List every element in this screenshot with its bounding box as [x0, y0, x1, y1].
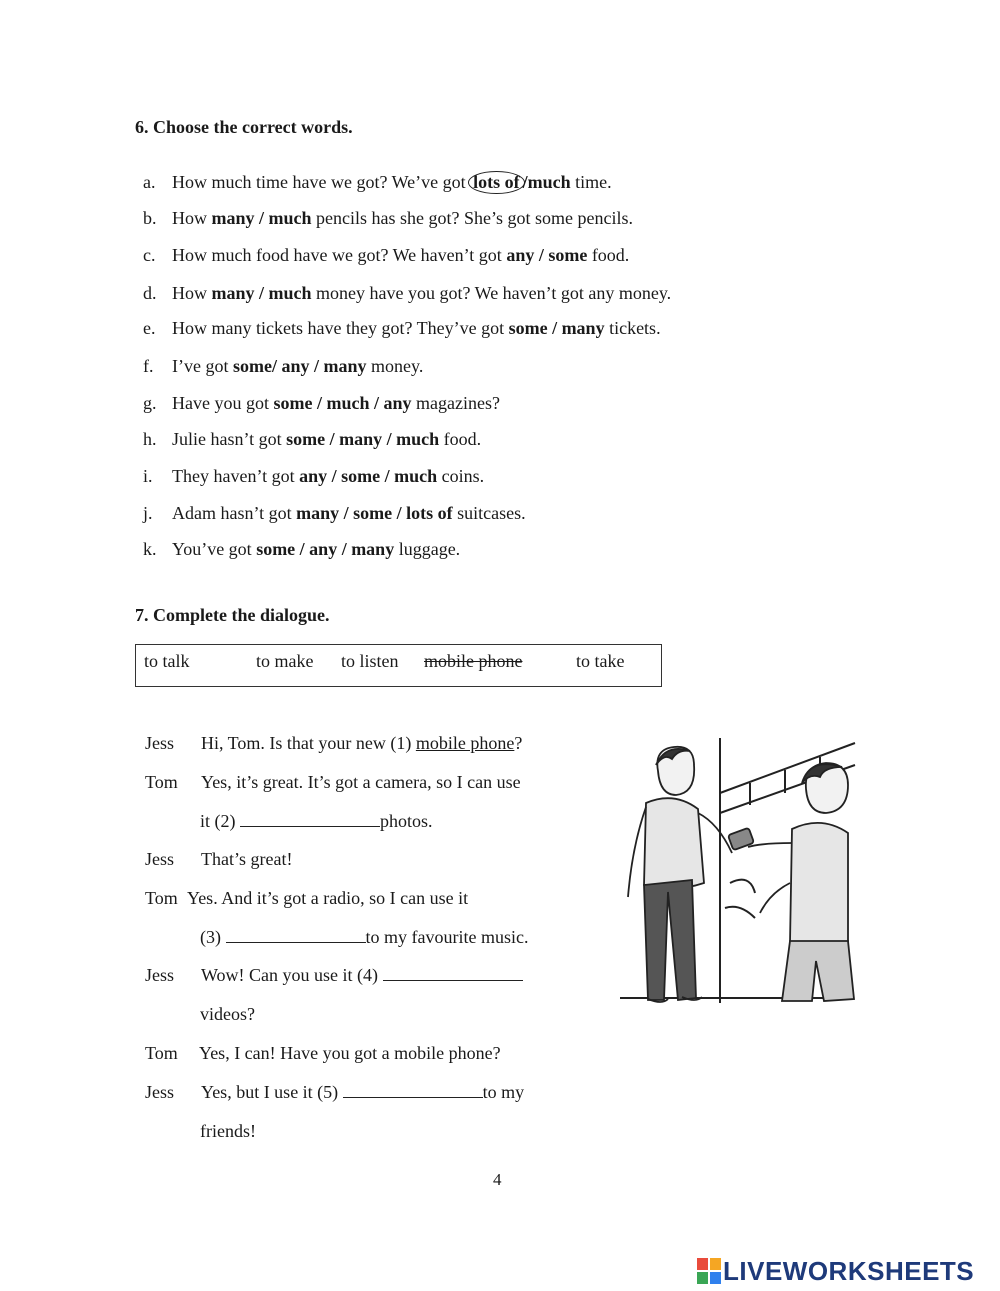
dialogue-line: Tom Yes, I can! Have you got a mobile phone?: [145, 1043, 501, 1063]
word-choice[interactable]: many / much: [211, 283, 312, 303]
word-box-item: mobile phone: [424, 651, 523, 671]
boy-right: [728, 763, 854, 1001]
dialogue-line: friends!: [200, 1121, 256, 1141]
section-7-heading: 7. Complete the dialogue.: [135, 605, 330, 625]
boys-with-phone-illustration: [610, 733, 860, 1023]
dialogue-line: Jess Hi, Tom. Is that your new (1) mobile phone?: [145, 733, 523, 753]
word-choice[interactable]: some/ any / many: [232, 356, 367, 376]
list-item: f. I’ve got some/ any / many money.: [143, 356, 424, 376]
word-box-item: to make: [256, 651, 314, 671]
list-item: g. Have you got some / much / any magazines?: [143, 393, 500, 413]
example-answer: mobile phone: [415, 733, 515, 753]
word-box-item: to take: [576, 651, 625, 671]
circled-answer: lots of: [468, 171, 525, 194]
speaker: Tom: [145, 1043, 178, 1063]
word-box-item: to listen: [341, 651, 399, 671]
page-number: 4: [493, 1170, 502, 1189]
speaker: Jess: [145, 1082, 175, 1102]
dialogue-line: videos?: [200, 1004, 255, 1024]
list-item: b. How many / much pencils has she got? She’s got some pencils.: [143, 208, 633, 228]
word-choice[interactable]: some / any / many: [256, 539, 395, 559]
speaker: Jess: [145, 733, 175, 753]
word-choice[interactable]: any / some / much: [299, 466, 438, 486]
list-item: i. They haven’t got any / some / much coins.: [143, 466, 485, 486]
answer-blank-4[interactable]: [383, 966, 523, 981]
word-choice[interactable]: many / much: [211, 208, 312, 228]
word-choice[interactable]: many / some / lots of: [296, 503, 453, 523]
liveworksheets-logo-text: LIVEWORKSHEETS: [723, 1256, 975, 1286]
answer-blank-3[interactable]: [226, 928, 366, 943]
dialogue-line: (3) to my favourite music.: [200, 927, 529, 947]
answer-blank-5[interactable]: [343, 1083, 483, 1098]
speaker: Tom: [145, 888, 178, 908]
dialogue-line: Jess Wow! Can you use it (4): [145, 965, 523, 986]
word-choice[interactable]: some / many: [508, 318, 605, 338]
dialogue-line: Tom Yes. And it’s got a radio, so I can use it: [145, 888, 469, 908]
liveworksheets-logo-icon: [697, 1258, 721, 1284]
word-choice[interactable]: some / much / any: [273, 393, 412, 413]
word-choice[interactable]: some / many / much: [286, 429, 440, 449]
word-box: [135, 644, 662, 687]
speaker: Jess: [145, 965, 175, 985]
list-item: c. How much food have we got? We haven’t got any / some food.: [143, 245, 630, 265]
speaker: Tom: [145, 772, 178, 792]
boy-left: [628, 747, 732, 1002]
list-item: k. You’ve got some / any / many luggage.: [143, 539, 461, 559]
list-item: a. How much time have we got? We’ve got lots of /much time.: [143, 172, 612, 192]
list-item: h. Julie hasn’t got some / many / much food.: [143, 429, 482, 449]
list-item: j. Adam hasn’t got many / some / lots of suitcases.: [143, 503, 526, 523]
word-choice[interactable]: any / some: [506, 245, 588, 265]
speaker: Jess: [145, 849, 175, 869]
answer-blank-2[interactable]: [240, 812, 380, 827]
dialogue-line: Tom Yes, it’s great. It’s got a camera, so I can use: [145, 772, 521, 792]
list-item: d. How many / much money have you got? We haven’t got any money.: [143, 283, 672, 303]
section-6-heading: 6. Choose the correct words.: [135, 117, 353, 137]
liveworksheets-logo: [697, 1256, 974, 1287]
dialogue-line: it (2) photos.: [200, 811, 433, 831]
list-item: e. How many tickets have they got? They’ve got some / many tickets.: [143, 318, 661, 338]
word-box-item: to talk: [144, 651, 190, 671]
dialogue-line: Jess Yes, but I use it (5) to my: [145, 1082, 525, 1102]
dialogue-line: Jess That’s great!: [145, 849, 293, 869]
